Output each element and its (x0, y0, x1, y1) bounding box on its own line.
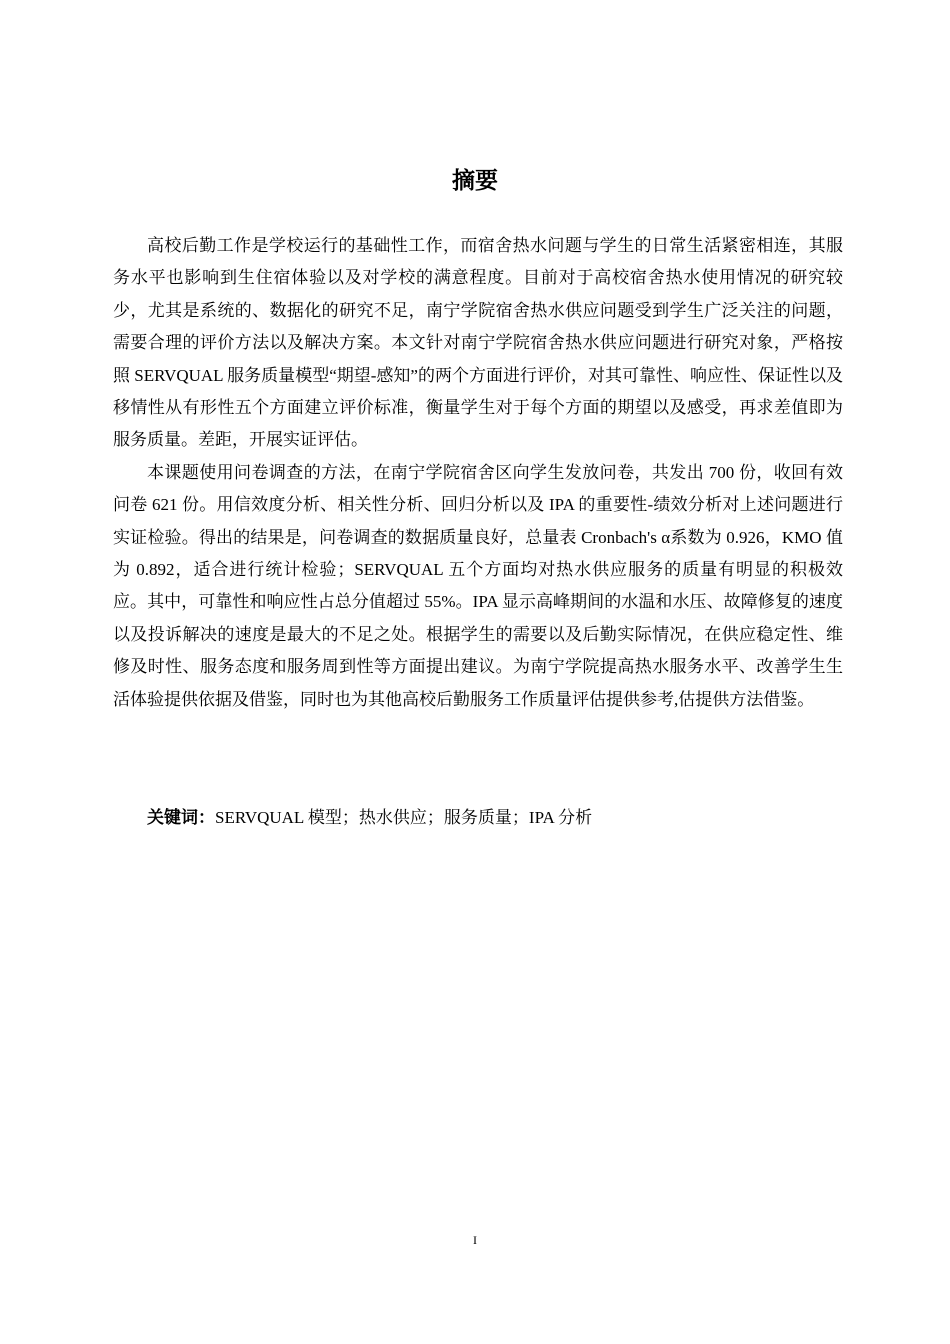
abstract-body (113, 230, 843, 716)
page-title: 摘要 (452, 168, 498, 194)
keywords-line (147, 802, 847, 834)
page-number: I (473, 1233, 477, 1247)
abstract-paragraph-2: 本课题使用问卷调查的方法，在南宁学院宿舍区向学生发放问卷，共发出 700 份，收回有效问卷 621 份。用信效度分析、相关性分析、回归分析以及 IPA 的重要性-绩效分析对上述问题进行实证检验。得出的结果是，问卷调查的数据质量良好，总量表 Cronbach's α系数为 0.926，KMO 值为 0.892，适合进行统计检验；SERVQUAL 五个方面均对热水供应服务的质量有明显的积极效应。其中，可靠性和响应性占总分值超过 55%。IPA 显示高峰期间的水温和水压、故障修复的速度以及投诉解决的速度是最大的不足之处。根据学生的需要以及后勤实际情况，在供应稳定性、维修及时性、服务态度和服务周到性等方面提出建议。为南宁学院提高热水服务水平、改善学生生活体验提供依据及借鉴，同时也为其他高校后勤服务工作质量评估提供参考,估提供方法借鉴。 (113, 462, 843, 709)
keywords-label: 关键词： (147, 808, 215, 828)
keywords-text: SERVQUAL 模型；热水供应；服务质量；IPA 分析 (215, 808, 593, 827)
abstract-paragraph-1: 高校后勤工作是学校运行的基础性工作，而宿舍热水问题与学生的日常生活紧密相连，其服务水平也影响到生住宿体验以及对学校的满意程度。目前对于高校宿舍热水使用情况的研究较少，尤其是系统的、数据化的研究不足，南宁学院宿舍热水供应问题受到学生广泛关注的问题，需要合理的评价方法以及解决方案。本文针对南宁学院宿舍热水供应问题进行研究对象，严格按照 SERVQUAL 服务质量模型“期望-感知”的两个方面进行评价，对其可靠性、响应性、保证性以及移情性从有形性五个方面建立评价标准，衡量学生对于每个方面的期望以及感受，再求差值即为服务质量。差距，开展实证评估。 (113, 236, 843, 450)
